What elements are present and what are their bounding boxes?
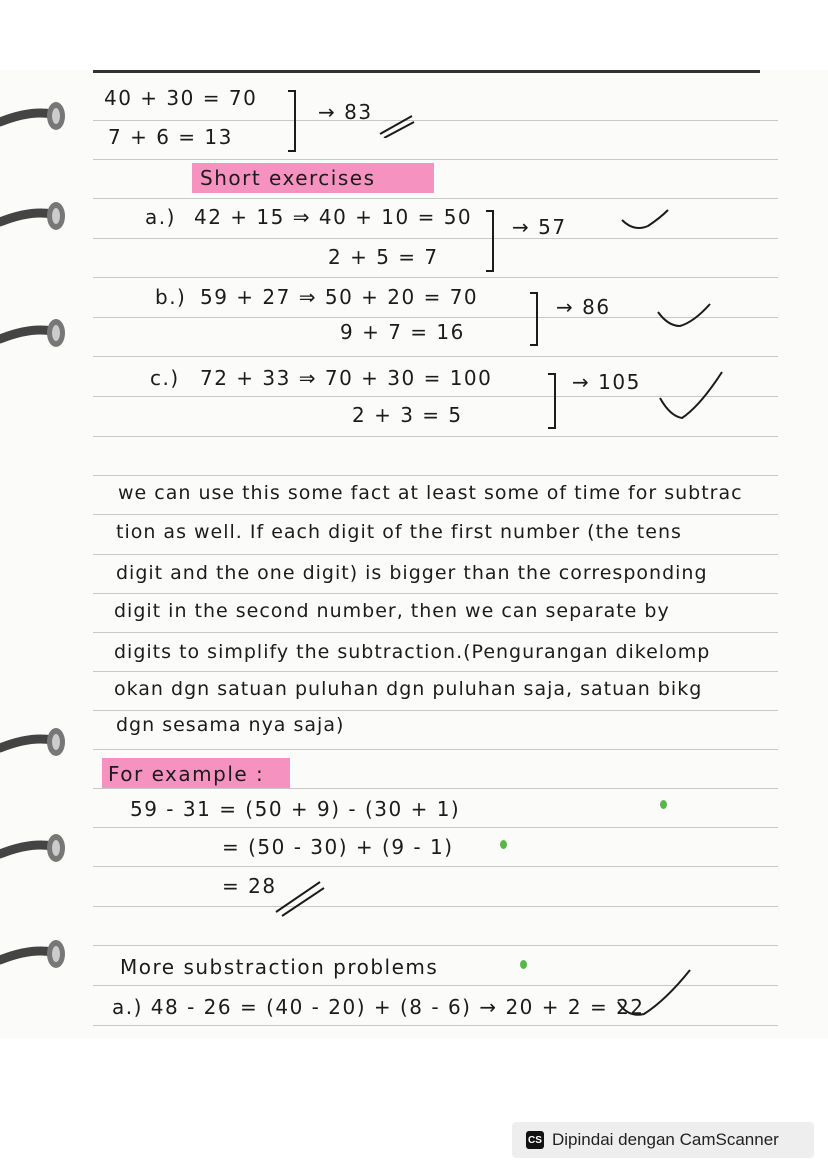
- watermark-text: Dipindai dengan CamScanner: [552, 1130, 779, 1149]
- binder-ring-icon: [0, 934, 70, 978]
- paragraph-line: we can use this some fact at least some of time for subtrac: [118, 482, 743, 504]
- exercise-c-result: → 105: [572, 370, 641, 394]
- camscanner-watermark: [512, 1122, 814, 1158]
- exercise-a-label: a.): [145, 205, 176, 229]
- more-a-line: a.) 48 - 26 = (40 - 20) + (8 - 6) → 20 + 2 = 22: [112, 995, 645, 1019]
- binder-ring-icon: [0, 722, 70, 766]
- checkmark-icon: [654, 298, 712, 332]
- binder-ring-icon: [0, 313, 70, 357]
- exercise-c-line1: 72 + 33 ⇒ 70 + 30 = 100: [200, 366, 493, 390]
- top-calc-result: → 83: [318, 100, 373, 124]
- exercise-b-line2: 9 + 7 = 16: [340, 320, 465, 344]
- paragraph-line: tion as well. If each digit of the first number (the tens: [116, 521, 682, 543]
- exercise-a-result: → 57: [512, 215, 567, 239]
- example-heading: For example :: [108, 762, 265, 786]
- paragraph-line: okan dgn satuan puluhan dgn puluhan saja, satuan bikg: [114, 678, 703, 700]
- binder-ring-icon: [0, 828, 70, 872]
- top-calc-line2: 7 + 6 = 13: [108, 125, 233, 149]
- exercise-c-line2: 2 + 3 = 5: [352, 403, 463, 427]
- bracket: [548, 373, 556, 429]
- checkmark-icon: [656, 368, 726, 424]
- green-mark: [660, 800, 667, 809]
- green-mark: [520, 960, 527, 969]
- example-line1: 59 - 31 = (50 + 9) - (30 + 1): [130, 797, 461, 821]
- exercise-b-line1: 59 + 27 ⇒ 50 + 20 = 70: [200, 285, 479, 309]
- exercise-a-line1: 42 + 15 ⇒ 40 + 10 = 50: [194, 205, 473, 229]
- exercise-c-label: c.): [150, 366, 180, 390]
- checkmark-icon: [618, 206, 670, 236]
- paragraph-line: dgn sesama nya saja): [116, 714, 345, 736]
- exercise-b-result: → 86: [556, 295, 611, 319]
- example-line2: = (50 - 30) + (9 - 1): [222, 835, 454, 859]
- more-heading: More substraction problems: [120, 955, 439, 979]
- double-underline-mark: [272, 878, 328, 918]
- paragraph-line: digits to simplify the subtraction.(Pengurangan dikelomp: [114, 641, 711, 663]
- double-underline-mark: [376, 112, 416, 138]
- paragraph-line: digit in the second number, then we can separate by: [114, 600, 670, 622]
- camscanner-logo: CS: [526, 1131, 544, 1149]
- top-calc-line1: 40 + 30 = 70: [104, 86, 258, 110]
- binder-ring-icon: [0, 96, 70, 140]
- bracket: [530, 292, 538, 346]
- binder-ring-icon: [0, 196, 70, 240]
- paragraph-line: digit and the one digit) is bigger than the corresponding: [116, 562, 708, 584]
- short-exercises-heading: Short exercises: [200, 166, 376, 190]
- bracket: [486, 210, 494, 272]
- exercise-a-line2: 2 + 5 = 7: [328, 245, 439, 269]
- example-line3: = 28: [222, 874, 277, 898]
- checkmark-icon: [614, 966, 694, 1022]
- exercise-b-label: b.): [155, 285, 187, 309]
- green-mark: [500, 840, 507, 849]
- bracket: [288, 90, 296, 152]
